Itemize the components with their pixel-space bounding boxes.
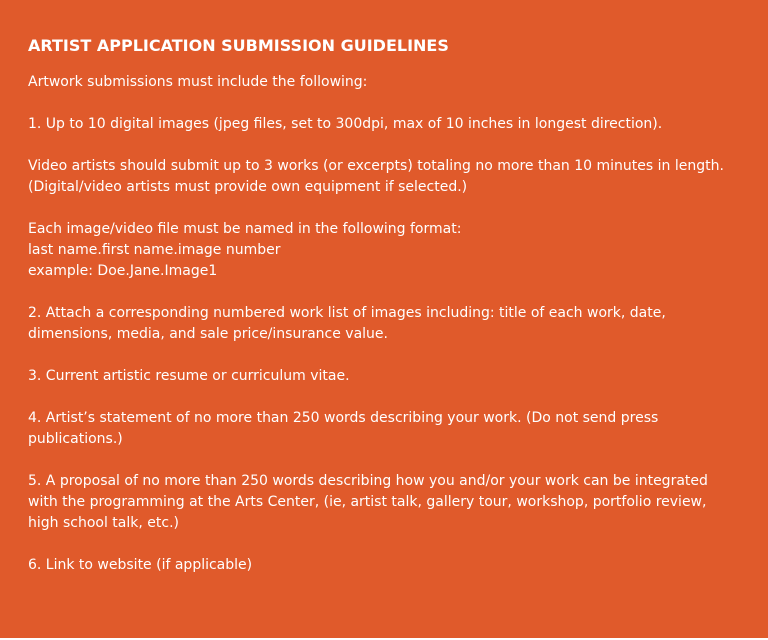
guideline-item-2: 2. Attach a corresponding numbered work list of images including: title of each work, date, dimensions, media, and sale price/insurance value. <box>28 305 666 342</box>
intro-text: Artwork submissions must include the following: <box>28 74 368 90</box>
guideline-item-1: 1. Up to 10 digital images (jpeg files, set to 300dpi, max of 10 inches in longest direction). <box>28 116 663 132</box>
guideline-item-3: 3. Current artistic resume or curriculum vitae. <box>28 368 350 384</box>
naming-line-1: Each image/video file must be named in the following format: <box>28 221 462 237</box>
guideline-item-6: 6. Link to website (if applicable) <box>28 557 253 573</box>
file-naming-instructions <box>28 219 740 282</box>
video-note-line-2: (Digital/video artists must provide own equipment if selected.) <box>28 179 468 195</box>
naming-example: example: Doe.Jane.Image1 <box>28 263 218 279</box>
page-title: ARTIST APPLICATION SUBMISSION GUIDELINES <box>28 36 449 55</box>
video-artists-note <box>28 156 740 198</box>
guideline-item-4: 4. Artist’s statement of no more than 250 words describing your work. (Do not send press publications.) <box>28 410 659 447</box>
guideline-item-5: 5. A proposal of no more than 250 words describing how you and/or your work can be integrated with the programming at the Arts Center, (ie, artist talk, gallery tour, workshop, portfolio review, high school talk, etc.) <box>28 473 708 531</box>
video-note-line-1: Video artists should submit up to 3 works (or excerpts) totaling no more than 10 minutes in length. <box>28 158 724 174</box>
naming-line-2: last name.first name.image number <box>28 242 281 258</box>
